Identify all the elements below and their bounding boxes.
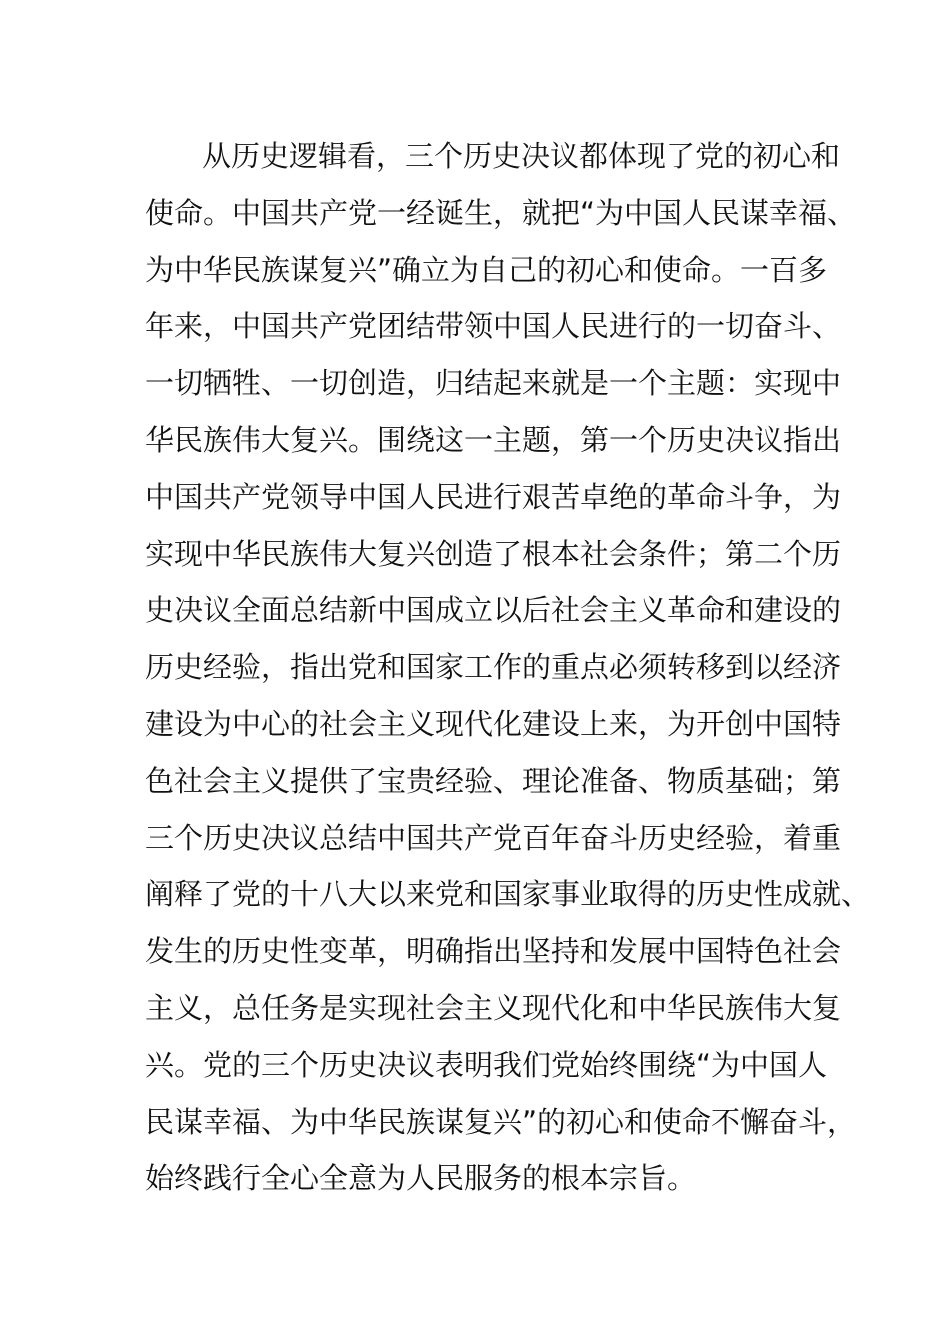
text-line: 建设为中心的社会主义现代化建设上来，为开创中国特 xyxy=(145,706,842,741)
text-line: 历史经验，指出党和国家工作的重点必须转移到以经济 xyxy=(145,650,842,685)
text-line: 阐释了党的十八大以来党和国家事业取得的历史性成就、 xyxy=(145,877,871,912)
text-line: 实现中华民族伟大复兴创造了根本社会条件；第二个历 xyxy=(145,536,842,571)
text-line: 华民族伟大复兴。围绕这一主题，第一个历史决议指出 xyxy=(145,422,842,457)
text-line: 兴。党的三个历史决议表明我们党始终围绕“为中国人 xyxy=(145,1047,828,1082)
text-line: 中国共产党领导中国人民进行艰苦卓绝的革命斗争，为 xyxy=(145,479,842,514)
text-line: 从历史逻辑看，三个历史决议都体现了党的初心和 xyxy=(202,139,841,173)
text-line: 民谋幸福、为中华民族谋复兴”的初心和使命不懈奋斗， xyxy=(145,1104,857,1139)
text-line: 色社会主义提供了宝贵经验、理论准备、物质基础；第 xyxy=(145,763,842,798)
text-line: 史决议全面总结新中国成立以后社会主义革命和建设的 xyxy=(145,593,842,628)
text-line: 三个历史决议总结中国共产党百年奋斗历史经验，着重 xyxy=(145,820,842,855)
text-line: 年来，中国共产党团结带领中国人民进行的一切奋斗、 xyxy=(145,309,842,344)
text-line: 为中华民族谋复兴”确立为自己的初心和使命。一百多 xyxy=(145,252,828,287)
text-line: 发生的历史性变革，明确指出坚持和发展中国特色社会 xyxy=(145,934,842,969)
text-line: 始终践行全心全意为人民服务的根本宗旨。 xyxy=(145,1161,697,1196)
text-line: 主义，总任务是实现社会主义现代化和中华民族伟大复 xyxy=(145,990,842,1025)
text-line: 一切牺牲、一切创造，归结起来就是一个主题：实现中 xyxy=(145,366,842,401)
text-line: 使命。中国共产党一经诞生，就把“为中国人民谋幸福、 xyxy=(145,195,857,230)
body-paragraph xyxy=(145,128,871,1207)
